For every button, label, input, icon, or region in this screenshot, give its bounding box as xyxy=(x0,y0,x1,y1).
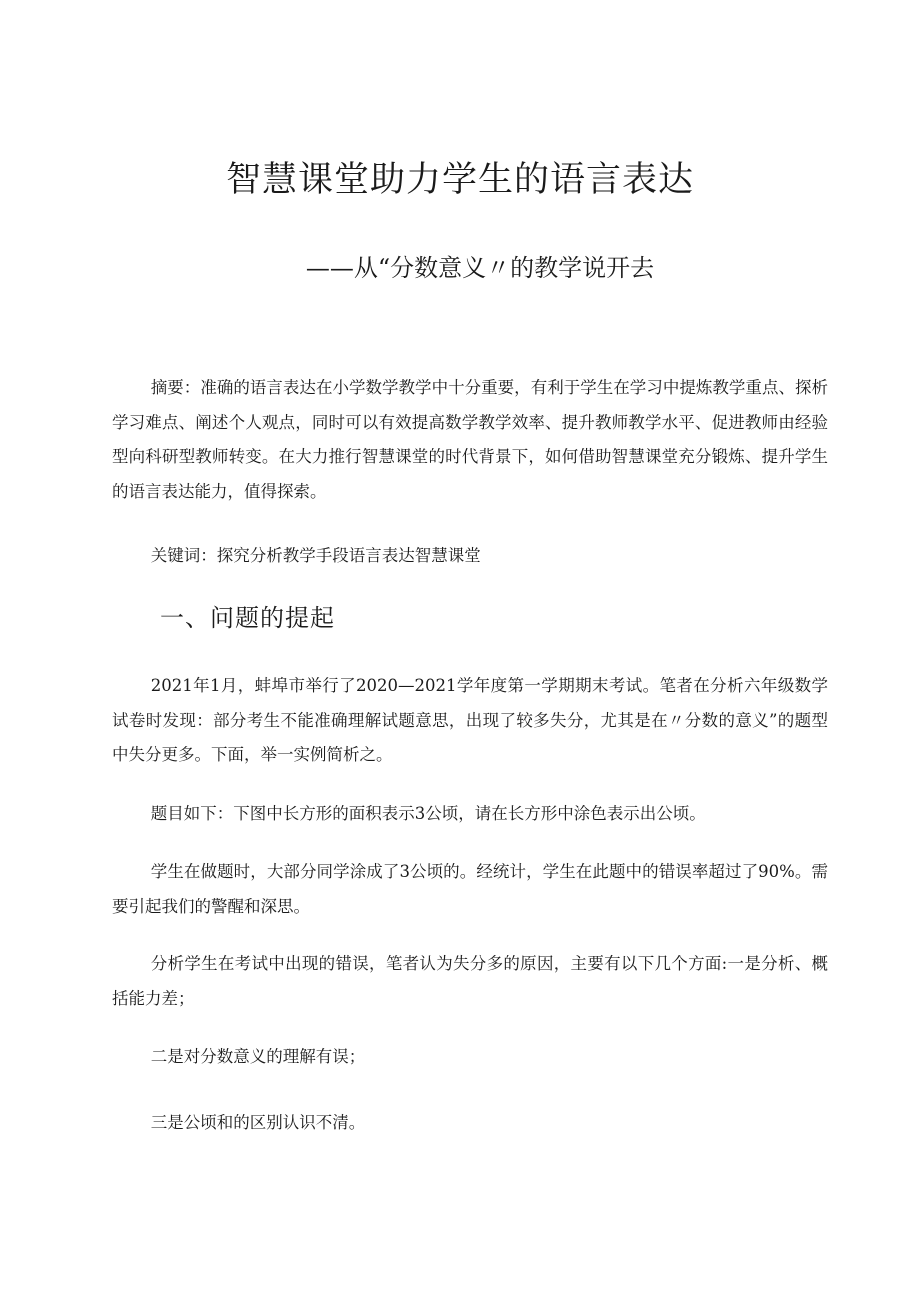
document-title: 智慧课堂助力学生的语言表达 xyxy=(225,160,694,200)
body-paragraph-reason-two: 二是对分数意义的理解有误； xyxy=(150,1047,366,1066)
abstract-paragraph: 摘要：准确的语言表达在小学数学教学中十分重要，有利于学生在学习中提炼教学重点、探析学习难点、阐述个人观点，同时可以有效提高数学教学效率、提升教师教学水平、促进教师由经验型向科研型教师转变。在大力推行智慧课堂的时代背景下，如何借助智慧课堂充分锻炼、提升学生的语言表达能力，值得探索。 xyxy=(112,378,828,501)
body-paragraph-analysis: 分析学生在考试中出现的错误，笔者认为失分多的原因，主要有以下几个方面:一是分析、概括能力差； xyxy=(112,954,828,1008)
document-subtitle: ——从“分数意义〃的教学说开去 xyxy=(305,254,655,282)
body-paragraph-error-rate: 学生在做题时，大部分同学涂成了3公顷的。经统计，学生在此题中的错误率超过了90%。需要引起我们的警醒和深思。 xyxy=(112,862,828,916)
body-paragraph-exam: 2021年1月，蚌埠市举行了2020—2021学年度第一学期期末考试。笔者在分析六年级数学试卷时发现：部分考生不能准确理解试题意思，出现了较多失分，尤其是在〃分数的意义”的题型中失分更多。下面，举一实例简析之。 xyxy=(112,676,828,764)
body-paragraph-question: 题目如下：下图中长方形的面积表示3公顷，请在长方形中涂色表示出公顷。 xyxy=(150,804,706,823)
section-heading: 一、问题的提起 xyxy=(160,604,335,632)
keywords-paragraph: 关键词：探究分析教学手段语言表达智慧课堂 xyxy=(150,546,481,565)
body-paragraph-reason-three: 三是公顷和的区别认识不清。 xyxy=(150,1113,366,1132)
